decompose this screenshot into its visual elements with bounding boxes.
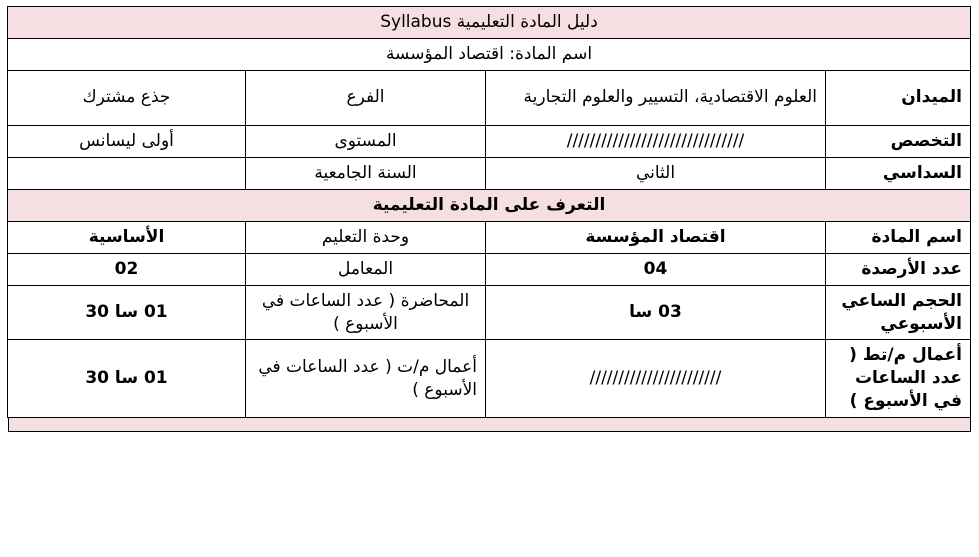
table-row (8, 285, 971, 340)
row-midlabel-tutorial-hours: أعمال م/ت ( عدد الساعات في الأسبوع ) (246, 340, 486, 418)
row-value-speciality: /////////////////////////////// (486, 125, 826, 157)
row-midlabel-teaching-unit: وحدة التعليم (246, 221, 486, 253)
row-value-domain: العلوم الاقتصادية، التسيير والعلوم التجارية (486, 70, 826, 125)
document-title: دليل المادة التعليمية Syllabus (8, 7, 971, 39)
row-midvalue-academic-year (8, 157, 246, 189)
row-label-semester: السداسي (826, 157, 971, 189)
row-midvalue-teaching-unit: الأساسية (8, 221, 246, 253)
row-label-speciality: التخصص (826, 125, 971, 157)
row-value-practical-hours: /////////////////////// (486, 340, 826, 418)
row-midlabel-level: المستوى (246, 125, 486, 157)
row-midvalue-branch: جذع مشترك (8, 70, 246, 125)
section-heading-row (8, 189, 971, 221)
table-row (8, 253, 971, 285)
row-value-credits: 04 (486, 253, 826, 285)
row-midlabel-lecture-hours: المحاضرة ( عدد الساعات في الأسبوع ) (246, 285, 486, 340)
syllabus-table (7, 6, 971, 418)
next-section-strip (8, 418, 971, 432)
row-midvalue-tutorial-hours: 01 سا 30 (8, 340, 246, 418)
document-subtitle: اسم المادة: اقتصاد المؤسسة (8, 38, 971, 70)
table-row (8, 70, 971, 125)
section-heading: التعرف على المادة التعليمية (8, 189, 971, 221)
row-label-domain: الميدان (826, 70, 971, 125)
row-value-subject-name: اقتصاد المؤسسة (486, 221, 826, 253)
row-midlabel-academic-year: السنة الجامعية (246, 157, 486, 189)
table-row (8, 157, 971, 189)
row-midvalue-level: أولى ليسانس (8, 125, 246, 157)
row-label-subject-name: اسم المادة (826, 221, 971, 253)
table-row (8, 340, 971, 418)
row-value-semester: الثاني (486, 157, 826, 189)
document-title-row (8, 7, 971, 39)
row-midvalue-coefficient: 02 (8, 253, 246, 285)
row-midvalue-lecture-hours: 01 سا 30 (8, 285, 246, 340)
row-label-credits: عدد الأرصدة (826, 253, 971, 285)
row-value-weekly-hours: 03 سا (486, 285, 826, 340)
table-row (8, 125, 971, 157)
row-midlabel-coefficient: المعامل (246, 253, 486, 285)
table-row (8, 221, 971, 253)
row-label-practical-hours: أعمال م/تط ( عدد الساعات في الأسبوع ) (826, 340, 971, 418)
row-midlabel-branch: الفرع (246, 70, 486, 125)
row-label-weekly-hours: الحجم الساعي الأسبوعي (826, 285, 971, 340)
document-subtitle-row (8, 38, 971, 70)
